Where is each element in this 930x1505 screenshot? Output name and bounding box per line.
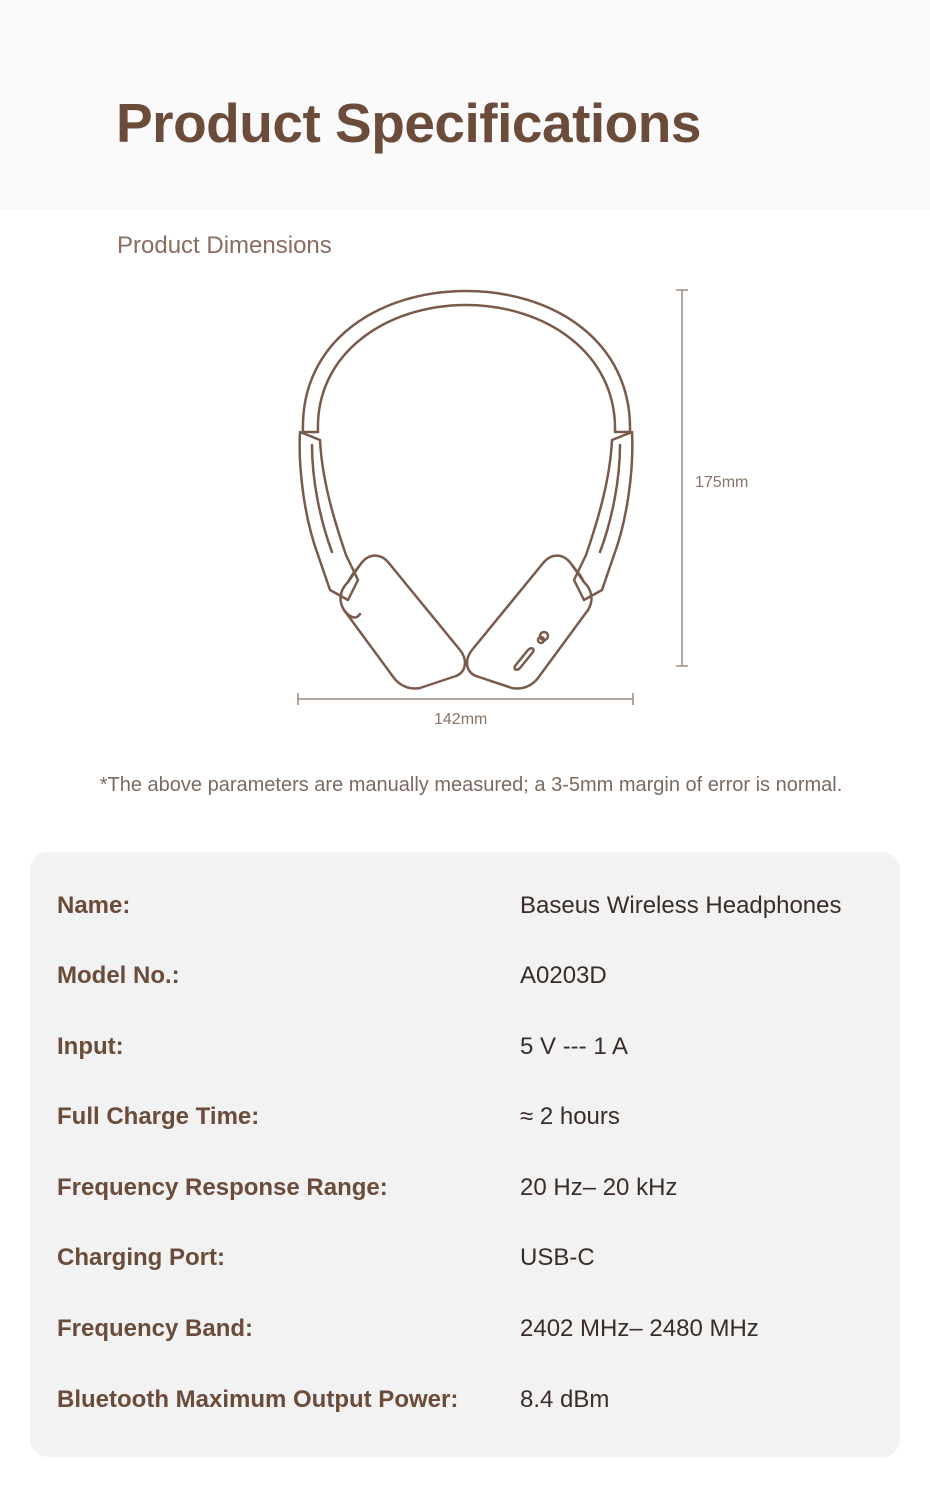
spec-label: Full Charge Time:: [57, 1103, 260, 1130]
spec-value: 8.4 dBm: [520, 1386, 610, 1413]
page-title: Product Specifications: [116, 92, 701, 154]
spec-row-output-power: [30, 1365, 900, 1435]
spec-label: Charging Port:: [57, 1244, 225, 1271]
spec-value: 2402 MHz– 2480 MHz: [520, 1315, 759, 1342]
spec-value: Baseus Wireless Headphones: [520, 892, 842, 919]
spec-value: ≈ 2 hours: [520, 1103, 620, 1130]
dimensions-section-title: Product Dimensions: [117, 232, 332, 259]
measurement-disclaimer: *The above parameters are manually measured; a 3-5mm margin of error is normal.: [99, 774, 843, 796]
spec-value: USB-C: [520, 1244, 595, 1271]
left-yoke-outline: [300, 432, 358, 600]
width-dimension-line: [298, 693, 633, 705]
spec-label: Bluetooth Maximum Output Power:: [57, 1386, 459, 1413]
spec-label: Frequency Band:: [57, 1315, 254, 1342]
height-dimension-line: [676, 290, 688, 666]
spec-value: 5 V --- 1 A: [520, 1033, 629, 1060]
spec-row-frequency-band: [30, 1294, 900, 1364]
right-earcup-outline: [467, 556, 591, 689]
headband-outline: [303, 291, 630, 432]
left-earcup-outline: [341, 556, 465, 689]
spec-value: A0203D: [520, 962, 607, 989]
spec-value: 20 Hz– 20 kHz: [520, 1174, 678, 1201]
headphones-dimension-diagram: [280, 270, 780, 740]
spec-label: Frequency Response Range:: [57, 1174, 388, 1201]
spec-label: Input:: [57, 1033, 124, 1060]
spec-row-frequency-response: [30, 1153, 900, 1223]
right-yoke-outline: [574, 432, 632, 600]
spec-label: Model No.:: [57, 962, 180, 989]
spec-row-name: [30, 871, 900, 941]
spec-row-charging-port: [30, 1223, 900, 1293]
spec-row-input: [30, 1012, 900, 1082]
height-dimension-label: 175mm: [695, 474, 749, 491]
spec-label: Name:: [57, 892, 131, 919]
spec-table: [30, 852, 900, 1457]
spec-row-model: [30, 941, 900, 1011]
width-dimension-label: 142mm: [434, 711, 488, 728]
spec-row-charge-time: [30, 1082, 900, 1152]
